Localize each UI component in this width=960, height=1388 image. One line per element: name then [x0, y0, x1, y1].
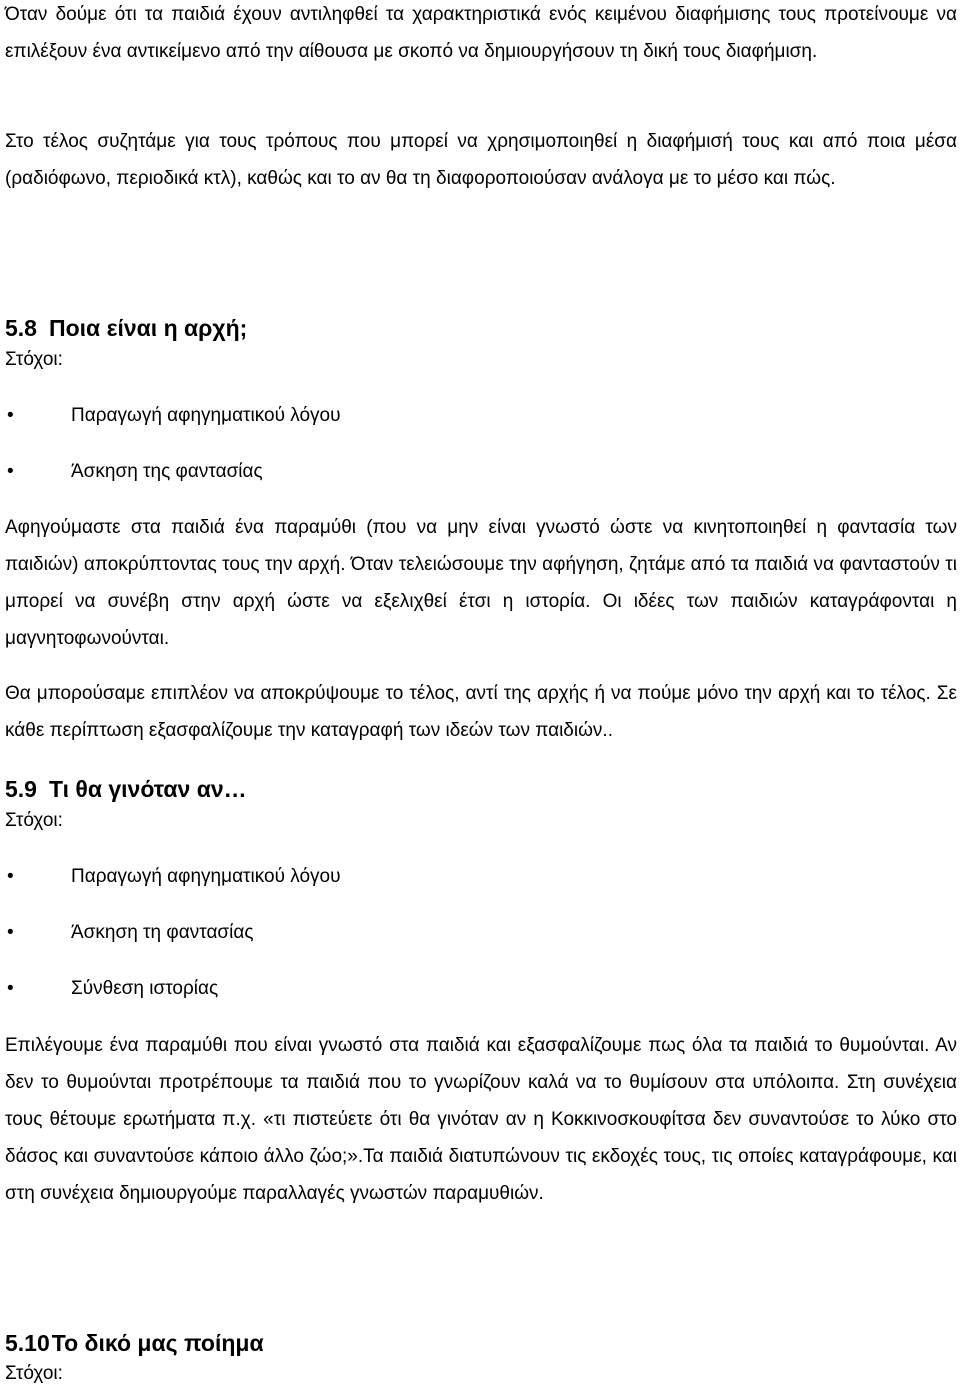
section-5-10-heading — [5, 1328, 264, 1358]
section-5-9-goals-label: Στόχοι: — [5, 810, 63, 831]
intro-paragraph-2: Στο τέλος συζητάμε για τους τρόπους που μπορεί να χρησιμοποιηθεί η διαφήμισή τους και από ποια μέσα (ραδιόφωνο, περιοδικά κτλ), καθώς και το αν θα τη διαφοροποιούσαν ανάλογα με το μέσο και πώς. — [5, 131, 957, 189]
list-item-text: Άσκηση της φαντασίας — [71, 461, 263, 482]
bullet-icon: • — [7, 405, 14, 426]
bullet-icon: • — [7, 922, 14, 943]
section-number: 5.9 — [5, 776, 37, 802]
section-number: 5.8 — [5, 315, 37, 341]
section-5-8-paragraph-2: Θα μπορούσαμε επιπλέον να αποκρύψουμε το τέλος, αντί της αρχής ή να πούμε μόνο την αρχή και το τέλος. Σε κάθε περίπτωση εξασφαλίζουμε την καταγραφή των ιδεών των παιδιών.. — [5, 683, 957, 741]
section-5-8-goals-label: Στόχοι: — [5, 349, 63, 370]
section-5-10-goals-label: Στόχοι: — [5, 1363, 63, 1384]
section-title: Το δικό μας ποίημα — [51, 1330, 264, 1356]
section-5-8-heading — [5, 313, 247, 343]
intro-paragraph-1: Όταν δούμε ότι τα παιδιά έχουν αντιληφθεί τα χαρακτηριστικά ενός κειμένου διαφήμισης τους προτείνουμε να επιλέξουν ένα αντικείμενο από την αίθουσα με σκοπό να δημιουργήσουν τη δική τους διαφήμιση. — [5, 4, 957, 62]
section-number: 5.10 — [5, 1330, 50, 1356]
section-title: Τι θα γινόταν αν… — [48, 776, 247, 802]
section-5-9-heading — [5, 774, 247, 804]
bullet-icon: • — [7, 978, 14, 999]
list-item-text: Παραγωγή αφηγηματικού λόγου — [71, 866, 341, 887]
bullet-icon: • — [7, 461, 14, 482]
list-item-text: Σύνθεση ιστορίας — [71, 978, 219, 999]
bullet-icon: • — [7, 866, 14, 887]
section-5-9-paragraph-1: Επιλέγουμε ένα παραμύθι που είναι γνωστό στα παιδιά και εξασφαλίζουμε πως όλα τα παιδιά το θυμούνται. Αν δεν το θυμούνται προτρέπουμε τα παιδιά που το γνωρίζουν καλά να το θυμίσουν στα υπόλοιπα. Στη συνέχεια τους θέτουμε ερωτήματα π.χ. «τι πιστεύετε ότι θα γινόταν αν η Κοκκινοσκουφίτσα δεν συναντούσε το λύκο στο δάσος και συναντούσε κάποιο άλλο ζώο;».Τα παιδιά διατυπώνουν τις εκδοχές τους, τις οποίες καταγράφουμε, και στη συνέχεια δημιουργούμε παραλλαγές γνωστών παραμυθιών. — [5, 1035, 957, 1204]
list-item-text: Άσκηση τη φαντασίας — [71, 922, 254, 943]
section-5-8-paragraph-1: Αφηγούμαστε στα παιδιά ένα παραμύθι (που να μην είναι γνωστό ώστε να κινητοποιηθεί η φαντασία των παιδιών) αποκρύπτοντας τους την αρχή. Όταν τελειώσουμε την αφήγηση, ζητάμε από τα παιδιά να φανταστούν τι μπορεί να συνέβη στην αρχή ώστε να εξελιχθεί έτσι η ιστορία. Οι ιδέες των παιδιών καταγράφονται η μαγνητοφωνούνται. — [5, 517, 957, 649]
list-item-text: Παραγωγή αφηγηματικού λόγου — [71, 405, 341, 426]
section-title: Ποια είναι η αρχή; — [48, 315, 248, 341]
